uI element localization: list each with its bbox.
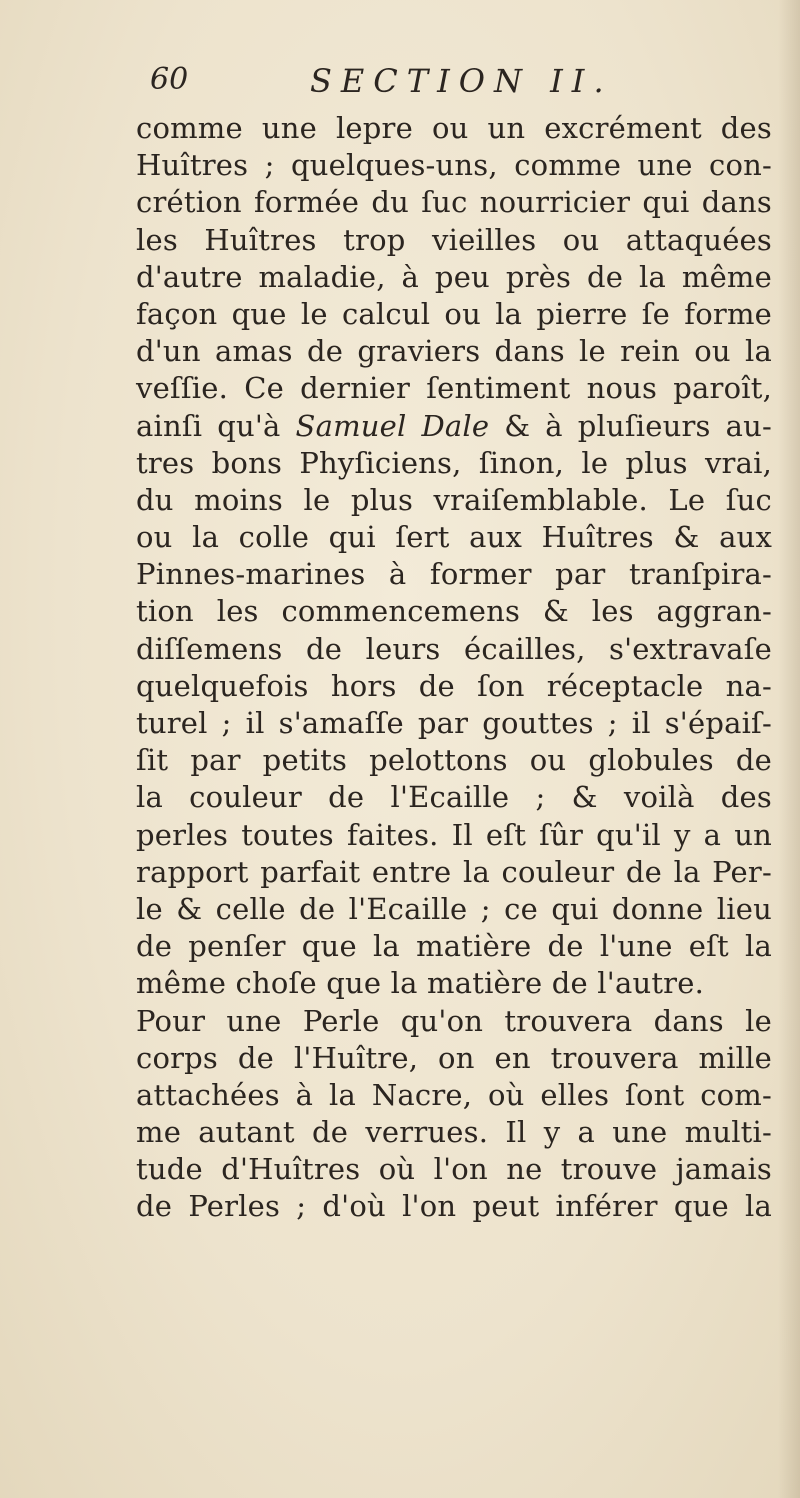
text-line-3: crétion formée du ſuc nourricier qui dans xyxy=(136,185,772,220)
body-text xyxy=(136,110,772,1226)
text-line-22: le & celle de l'Ecaille ; ce qui donne lieu xyxy=(136,891,772,926)
text-line-17: turel ; il s'amaſſe par gouttes ; il s'épaiſ- xyxy=(136,706,772,740)
text-line-26: corps de l'Huître, on en trouvera mille xyxy=(136,1040,772,1075)
text-line-29: tude d'Huîtres où l'on ne trouve jamais xyxy=(136,1152,772,1187)
text-line-11: du moins le plus vraiſemblable. Le ſuc xyxy=(136,482,772,517)
text-line-16: quelquefois hors de ſon réceptacle na- xyxy=(136,668,772,703)
text-line-4: les Huîtres trop vieilles ou attaquées xyxy=(136,222,772,257)
text-line-25: Pour une Perle qu'on trouvera dans le xyxy=(136,1003,772,1038)
text-line-20: perles toutes faites. Il eſt ſûr qu'il y a un xyxy=(136,817,772,852)
text-line-6: façon que le calcul ou la pierre ſe forme xyxy=(136,296,772,331)
author-name-italic: Samuel Dale xyxy=(295,408,490,443)
text-line-30: de Perles ; d'où l'on peut inférer que la xyxy=(136,1189,772,1224)
text-line-27: attachées à la Nacre, où elles ſont com- xyxy=(136,1077,772,1112)
text-line-21: rapport parfait entre la couleur de la Per- xyxy=(136,854,772,889)
text-line-23: de penſer que la matière de l'une eſt la xyxy=(136,929,772,964)
text-line-19: la couleur de l'Ecaille ; & voilà des xyxy=(136,780,772,815)
text-line-10: tres bons Phyſiciens, ſinon, le plus vrai, xyxy=(136,445,772,480)
text-line-2: Huîtres ; quelques-uns, comme une con- xyxy=(136,148,772,183)
text-line-1: comme une lepre ou un excrément des xyxy=(136,111,772,145)
text-line-9-end: & à pluſieurs au- xyxy=(504,408,772,443)
text-line-9-start: ainſi qu'à xyxy=(136,408,281,443)
text-line-5: d'autre maladie, à peu près de la même xyxy=(136,259,772,294)
page-header xyxy=(150,62,770,112)
text-line-18: ſit par petits pelottons ou globules de xyxy=(136,743,772,778)
text-line-15: diſſemens de leurs écailles, s'extravaſe xyxy=(136,631,772,666)
text-line-8: veſſie. Ce dernier ſentiment nous paroît, xyxy=(136,371,772,406)
text-line-12: ou la colle qui ſert aux Huîtres & aux xyxy=(136,520,772,555)
text-line-14: tion les commencemens & les aggran- xyxy=(136,594,772,629)
page-number: 60 xyxy=(150,62,189,97)
text-line-7: d'un amas de graviers dans le rein ou la xyxy=(136,334,772,369)
text-line-13: Pinnes-marines à former par tranſpira- xyxy=(136,557,772,592)
text-line-28: me autant de verrues. Il y a une multi- xyxy=(136,1115,772,1150)
page-edge-shadow xyxy=(778,0,800,1498)
running-head: SECTION II. xyxy=(310,62,613,100)
text-line-24: même choſe que la matière de l'autre. xyxy=(136,966,705,1001)
text-line-9 xyxy=(136,408,772,445)
